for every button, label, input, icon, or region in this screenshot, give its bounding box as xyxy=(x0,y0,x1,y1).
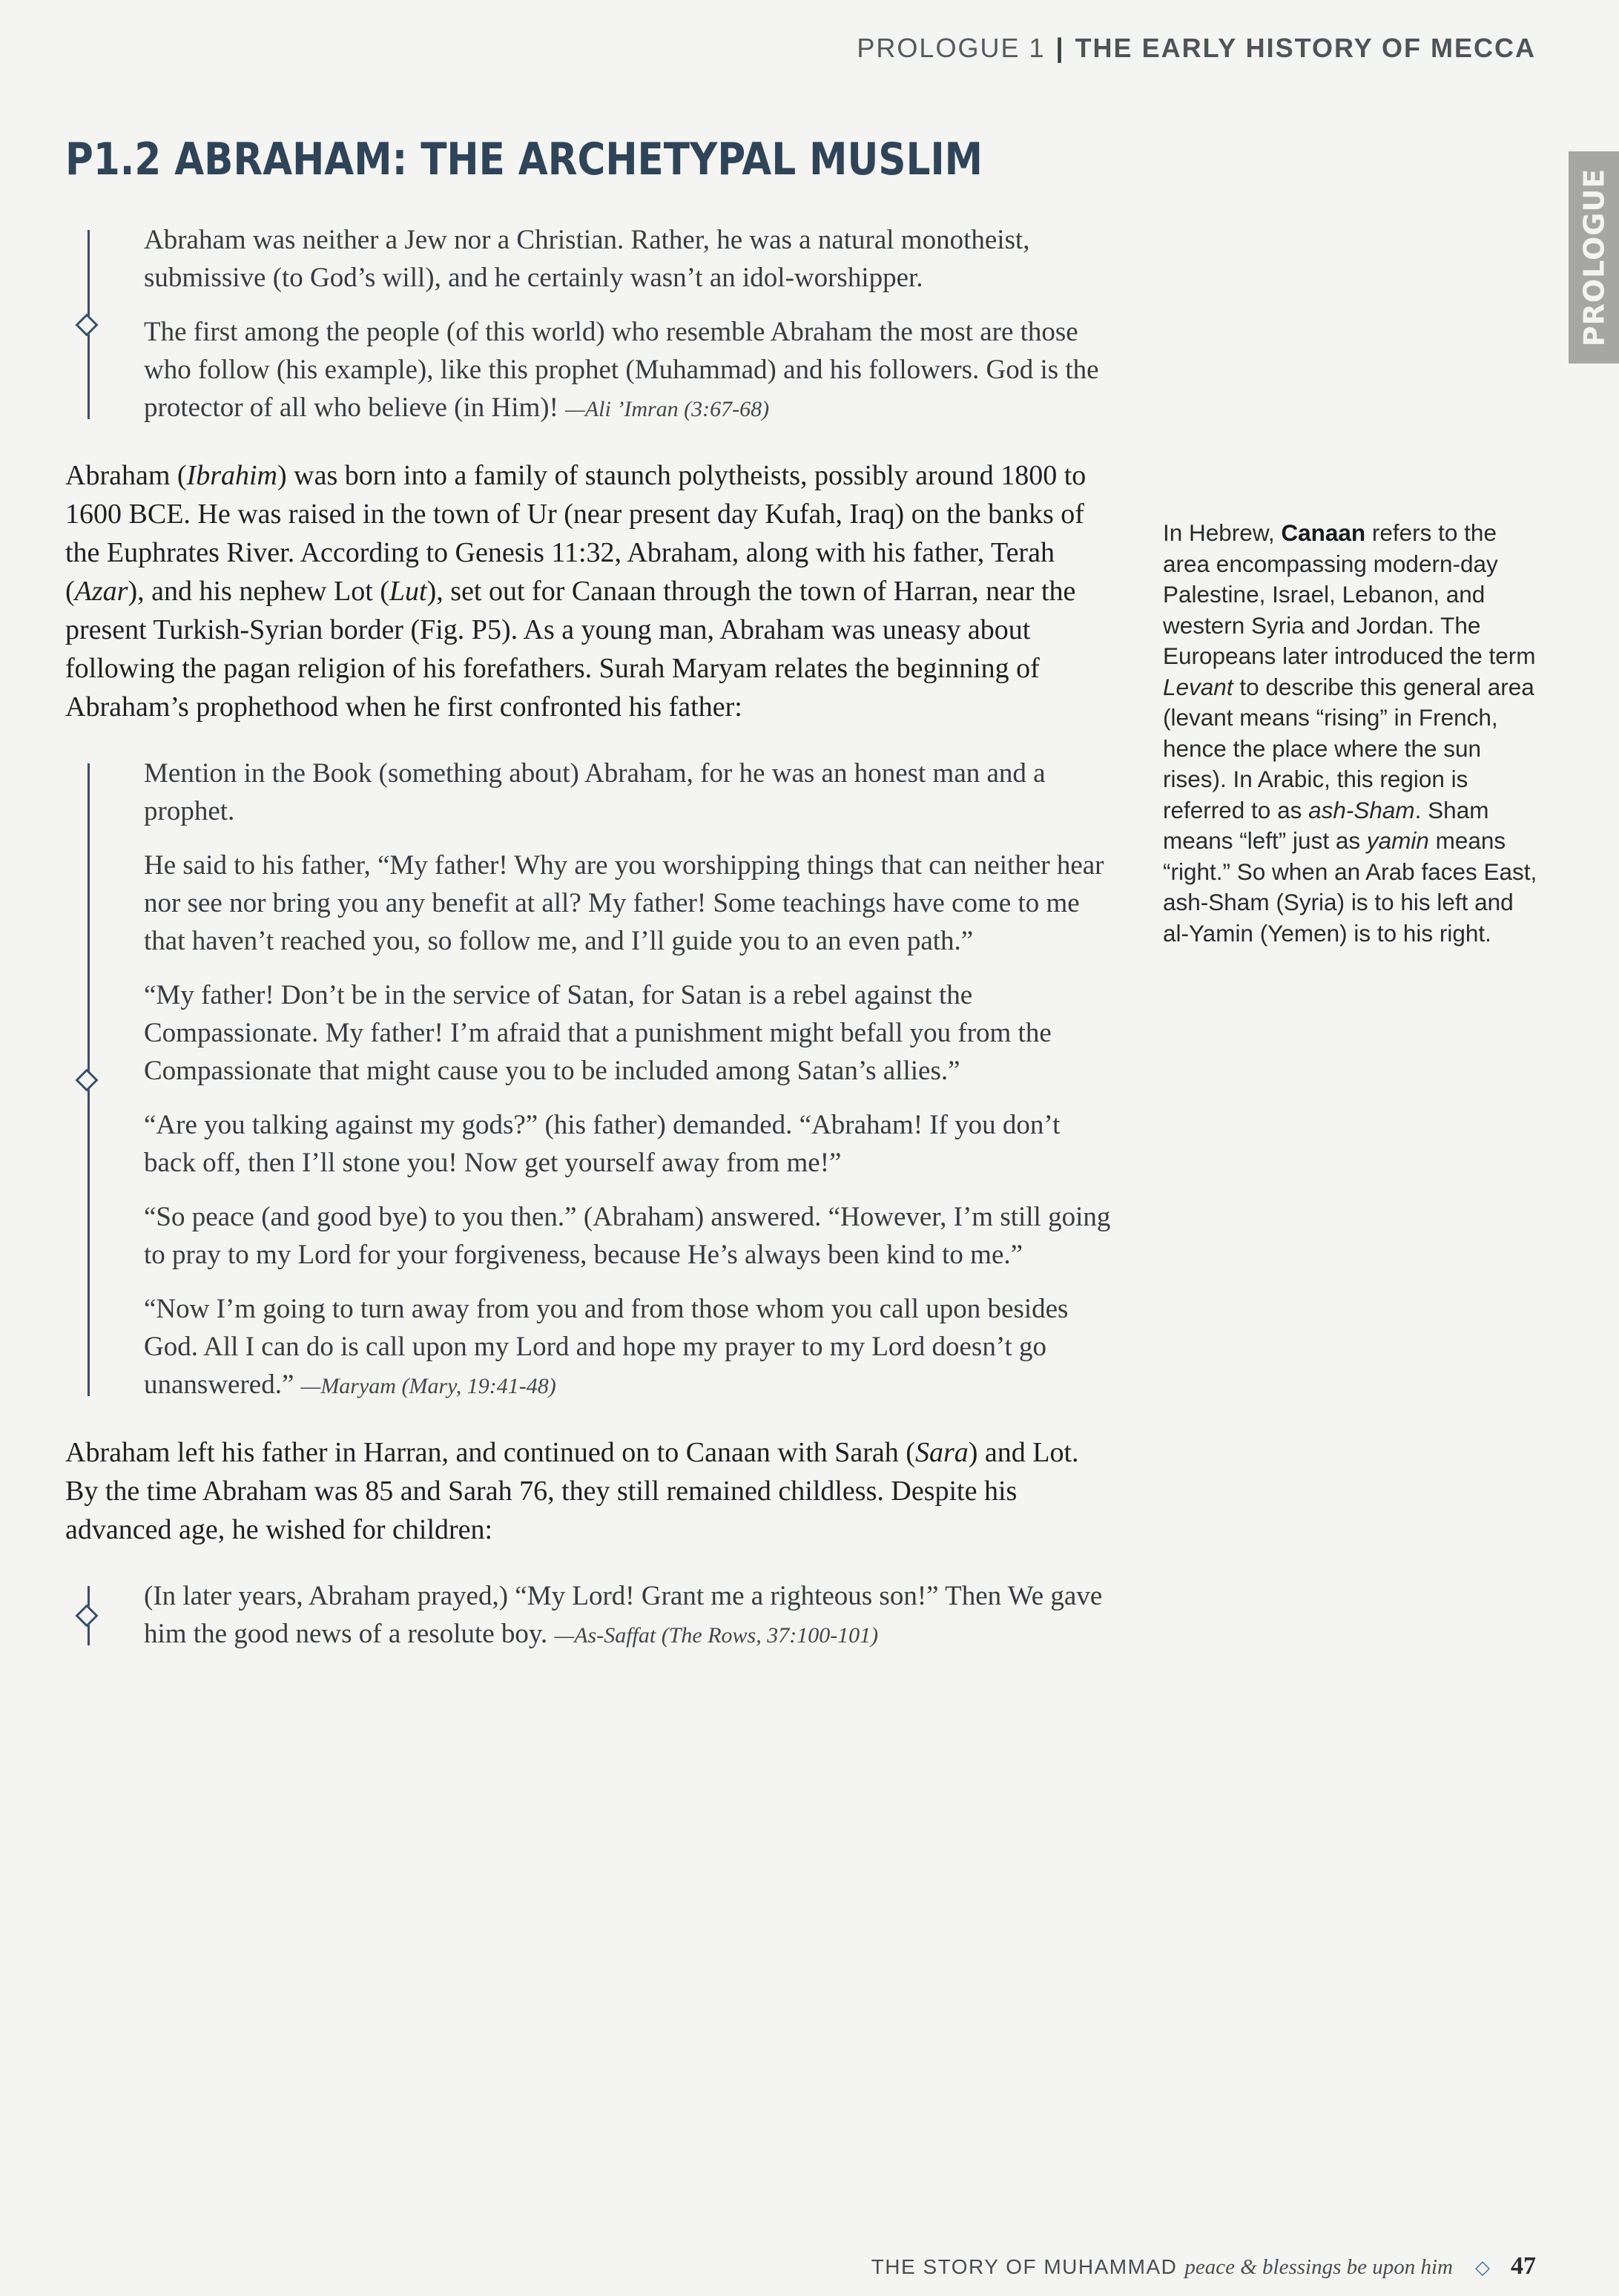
text-run-italic: ash-Sham xyxy=(1308,796,1415,823)
quran-quote xyxy=(88,221,1118,428)
text-run: . Sham means “left” just as xyxy=(1163,796,1489,854)
header-separator: | xyxy=(1055,33,1065,63)
quote-text: (In later years, Abraham prayed,) “My Lord! Grant me a righteous son!” Then We gave him the good news of a resolute boy. xyxy=(144,1581,1103,1649)
side-tab xyxy=(1569,151,1619,364)
quote-paragraph: “My father! Don’t be in the service of Satan, for Satan is a rebel against the Compassionate. My father! I’m afraid that a punishment might befall you from the Compassionate that might cause you to be included among Satan’s allies.” xyxy=(144,980,1052,1086)
diamond-icon xyxy=(75,1068,98,1091)
quote-paragraph xyxy=(144,1290,1118,1405)
diamond-icon: ◇ xyxy=(1475,2256,1490,2278)
text-run-italic: Sara xyxy=(914,1437,969,1468)
text-run: ) and Lot. By the time Abraham was 85 and Sarah 76, they still remained childless. Despite his advanced age, he wished for children: xyxy=(65,1437,1079,1545)
quote-citation: —As-Saffat (The Rows, 37:100-101) xyxy=(554,1623,879,1648)
quran-quote xyxy=(88,754,1118,1405)
quote-citation: —Maryam (Mary, 19:41-48) xyxy=(300,1374,556,1398)
diamond-icon xyxy=(75,313,98,336)
quran-quote xyxy=(88,1577,1118,1654)
quote-paragraph: “So peace (and good bye) to you then.” (Abraham) answered. “However, I’m still going to pray to my Lord for your forgiveness, because He’s always been kind to me.” xyxy=(144,1202,1111,1270)
chapter-title: THE EARLY HISTORY OF MECCA xyxy=(1075,33,1536,63)
text-run: to describe this general area (levant means “rising” in French, hence the place where the sun rises). In Arabic, this region is referred to as xyxy=(1163,673,1534,823)
text-run: means “right.” So when an Arab faces East, ash-Sham (Syria) is to his left and al-Yamin (Yemen) is to his right. xyxy=(1163,827,1537,947)
sidebar-note xyxy=(1163,518,1543,949)
page-number: 47 xyxy=(1511,2252,1536,2280)
text-run: ), and his nephew Lot ( xyxy=(128,576,389,607)
quote-paragraph xyxy=(144,313,1118,428)
body-paragraph xyxy=(65,456,1118,726)
quote-paragraph: Abraham was neither a Jew nor a Christian. Rather, he was a natural monotheist, submissive (to God’s will), and he certainly wasn’t an idol-worshipper. xyxy=(144,225,1030,293)
text-run-italic: Ibrahim xyxy=(186,460,277,491)
page-footer xyxy=(871,2252,1536,2280)
quote-paragraph xyxy=(144,1577,1118,1654)
text-run-italic: yamin xyxy=(1366,827,1429,854)
diamond-icon xyxy=(75,1604,98,1627)
main-column xyxy=(65,221,1118,1682)
quote-text: “Now I’m going to turn away from you and from those whom you call upon besides God. All I can do is call upon my Lord and hope my prayer to my Lord doesn’t go unanswered.” xyxy=(144,1294,1069,1400)
chapter-label: PROLOGUE 1 xyxy=(857,33,1046,63)
section-title: P1.2 ABRAHAM: THE ARCHETYPAL MUSLIM xyxy=(65,134,983,185)
body-paragraph xyxy=(65,1433,1118,1549)
text-run: refers to the area encompassing modern-day Palestine, Israel, Lebanon, and western Syria and Jordan. The Europeans later introduced the term xyxy=(1163,519,1536,669)
quote-text: The first among the people (of this world) who resemble Abraham the most are those who follow (his example), like this prophet (Muhammad) and his followers. God is the protector of all who believe (in Him)! xyxy=(144,317,1099,423)
side-tab-label: PROLOGUE xyxy=(1577,168,1610,347)
quote-citation: —Ali ’Imran (3:67-68) xyxy=(565,397,770,421)
text-run-italic: Levant xyxy=(1163,673,1233,700)
book-title: THE STORY OF MUHAMMAD xyxy=(871,2255,1178,2278)
text-run: ), set out for Canaan through the town of Harran, near the present Turkish-Syrian border (Fig. P5). As a young man, Abraham was uneasy about following the pagan religion of his forefathers. Surah Maryam relates the beginning of Abraham’s prophethood when he first confronted his father: xyxy=(65,576,1076,723)
running-header xyxy=(857,33,1536,64)
text-run: In Hebrew, xyxy=(1163,519,1282,546)
honorific: peace & blessings be upon him xyxy=(1184,2255,1453,2279)
text-run: Abraham ( xyxy=(65,460,187,491)
text-run-italic: Lut xyxy=(389,576,427,607)
text-run-bold: Canaan xyxy=(1281,519,1366,546)
text-run: ) was born into a family of staunch polytheists, possibly around 1800 to 1600 BCE. He was raised in the town of Ur (near present day Kufah, Iraq) on the banks of the Euphrates River. According to Genesis 11:32, Abraham, along with his father, Terah ( xyxy=(65,460,1087,607)
text-run-italic: Azar xyxy=(74,576,128,607)
quote-paragraph: “Are you talking against my gods?” (his father) demanded. “Abraham! If you don’t back off, then I’ll stone you! Now get yourself away from me!” xyxy=(144,1110,1061,1178)
quote-paragraph: Mention in the Book (something about) Abraham, for he was an honest man and a prophet. xyxy=(144,758,1046,826)
quote-paragraph: He said to his father, “My father! Why are you worshipping things that can neither hear nor see nor bring you any benefit at all? My father! Some teachings have come to me that haven’t reached you, so follow me, and I’ll guide you to an even path.” xyxy=(144,850,1104,956)
text-run: Abraham left his father in Harran, and continued on to Canaan with Sarah ( xyxy=(65,1437,915,1468)
